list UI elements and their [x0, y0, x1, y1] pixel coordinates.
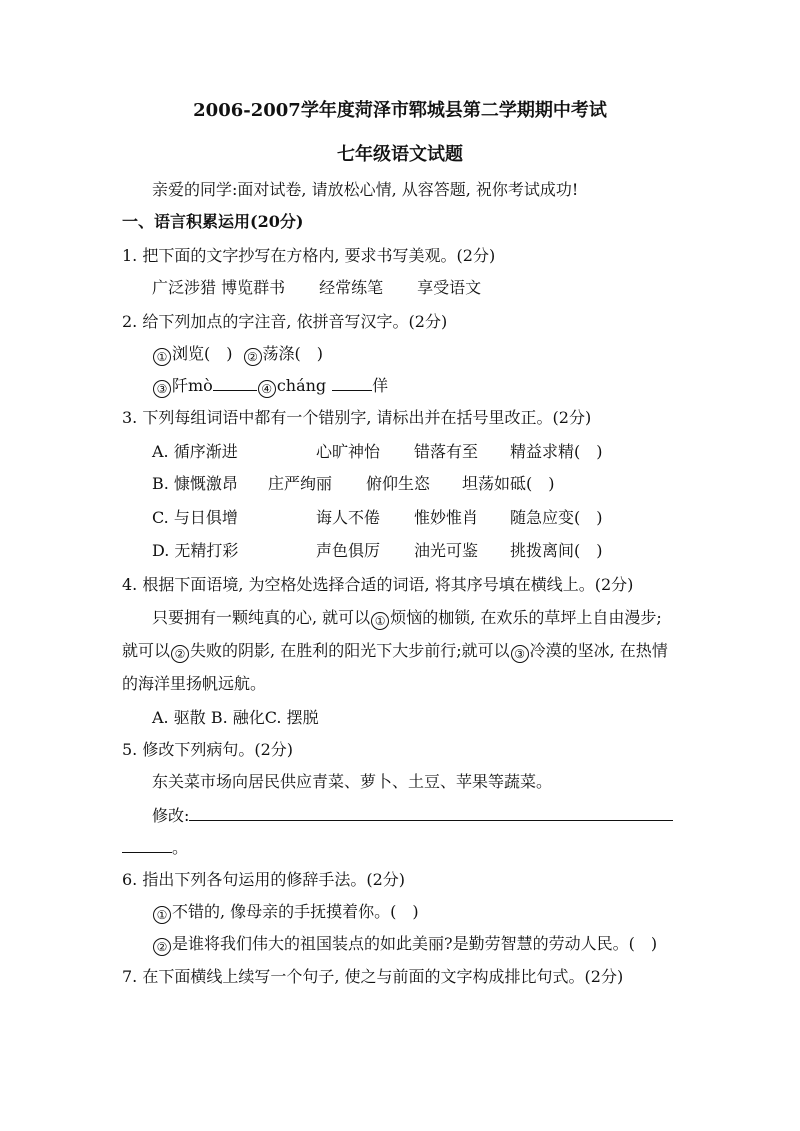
q4-text: 就可以 [122, 641, 171, 660]
q3-cell: 俯仰生恣 [366, 474, 431, 493]
exam-subtitle: 七年级语文试题 [337, 144, 463, 165]
q2-row-2 [152, 376, 388, 398]
q3-cell: 诲人不倦 [316, 508, 381, 527]
blank-mark-2: ② [171, 645, 189, 663]
q4-text: 冷漠的坚冰, 在热情 [529, 641, 668, 660]
q2-item-3: 阡mò [172, 376, 213, 395]
q6-item-1 [152, 902, 419, 924]
q1-word-2: 经常练笔 [319, 278, 384, 297]
q4-text: 失败的阴影, 在胜利的阳光下大步前行;就可以 [190, 641, 510, 660]
q3-cell: 心旷神怡 [316, 442, 381, 461]
mark-2: ② [153, 938, 171, 956]
answer-blank[interactable] [122, 838, 172, 853]
question-2: 2. 给下列加点的字注音, 依拼音写汉字。(2分) [122, 312, 448, 331]
answer-blank[interactable] [332, 376, 372, 391]
q5-label: 修改: [152, 806, 190, 825]
answer-blank[interactable] [213, 376, 257, 391]
q3-cell: B. 慷慨激昂 [152, 474, 238, 493]
blank-mark-1: ① [371, 612, 389, 630]
q3-cell: 随急应变( ) [510, 508, 603, 527]
q4-text: 只要拥有一颗纯真的心, 就可以 [152, 608, 371, 627]
q6-sentence: 是谁将我们伟大的祖国装点的如此美丽?是勤劳智慧的劳动人民。( ) [172, 934, 658, 953]
q2-item-4-pinyin: cháng [276, 376, 327, 395]
q3-cell: A. 循序渐进 [152, 442, 238, 461]
q5-sentence: 东关菜市场向居民供应青菜、萝卜、土豆、苹果等蔬菜。 [152, 772, 553, 791]
q2-item-4-char: 佯 [372, 376, 389, 395]
answer-blank[interactable] [189, 806, 673, 821]
q1-words [152, 278, 481, 298]
q6-sentence: 不错的, 像母亲的手抚摸着你。( ) [172, 902, 419, 921]
q3-cell: 惟妙惟肖 [414, 508, 479, 527]
mark-3: ③ [153, 380, 171, 398]
question-1: 1. 把下面的文字抄写在方格内, 要求书写美观。(2分) [122, 246, 496, 265]
q4-text: 烦恼的枷锁, 在欢乐的草坪上自由漫步; [390, 608, 662, 627]
exam-title: 2006-2007学年度菏泽市郓城县第二学期期中考试 [193, 100, 607, 121]
q5-answer-line [152, 806, 673, 826]
q1-word-3: 享受语文 [417, 278, 482, 297]
question-5: 5. 修改下列病句。(2分) [122, 740, 294, 759]
mark-2: ② [244, 348, 262, 366]
mark-1: ① [153, 906, 171, 924]
mark-4: ④ [258, 380, 276, 398]
q3-cell: 挑拨离间( ) [510, 541, 603, 560]
q2-item-1: 浏览( ) [172, 344, 233, 363]
question-7: 7. 在下面横线上续写一个句子, 使之与前面的文字构成排比句式。(2分) [122, 967, 624, 986]
q4-paragraph-line-2 [122, 641, 668, 663]
q3-cell: D. 无精打彩 [152, 541, 239, 560]
q3-cell: 庄严绚丽 [268, 474, 333, 493]
q3-cell: 声色俱厉 [316, 541, 381, 560]
q5-end: 。 [172, 838, 189, 857]
q3-cell: 油光可鉴 [414, 541, 479, 560]
q3-cell: 错落有至 [414, 442, 479, 461]
q2-item-2: 荡涤( ) [262, 344, 323, 363]
greeting: 亲爱的同学:面对试卷, 请放松心情, 从容答题, 祝你考试成功! [152, 180, 579, 199]
q1-word-1: 广泛涉猎 博览群书 [152, 278, 286, 297]
q5-answer-line-2 [122, 838, 188, 858]
q3-cell: 精益求精( ) [510, 442, 603, 461]
question-6: 6. 指出下列各句运用的修辞手法。(2分) [122, 870, 406, 889]
q3-cell: 坦荡如砥( ) [462, 474, 555, 493]
question-3: 3. 下列每组词语中都有一个错别字, 请标出并在括号里改正。(2分) [122, 408, 592, 427]
q4-options: A. 驱散 B. 融化C. 摆脱 [152, 708, 319, 727]
q4-paragraph-line-1 [152, 608, 662, 630]
q4-paragraph-line-3: 的海洋里扬帆远航。 [122, 674, 267, 693]
q2-row-1 [152, 344, 323, 366]
question-4: 4. 根据下面语境, 为空格处选择合适的词语, 将其序号填在横线上。(2分) [122, 575, 634, 594]
q6-item-2 [152, 934, 657, 956]
q3-cell: C. 与日俱增 [152, 508, 238, 527]
mark-1: ① [153, 348, 171, 366]
blank-mark-3: ③ [511, 645, 529, 663]
section-heading: 一、语言积累运用(20分) [122, 212, 304, 231]
